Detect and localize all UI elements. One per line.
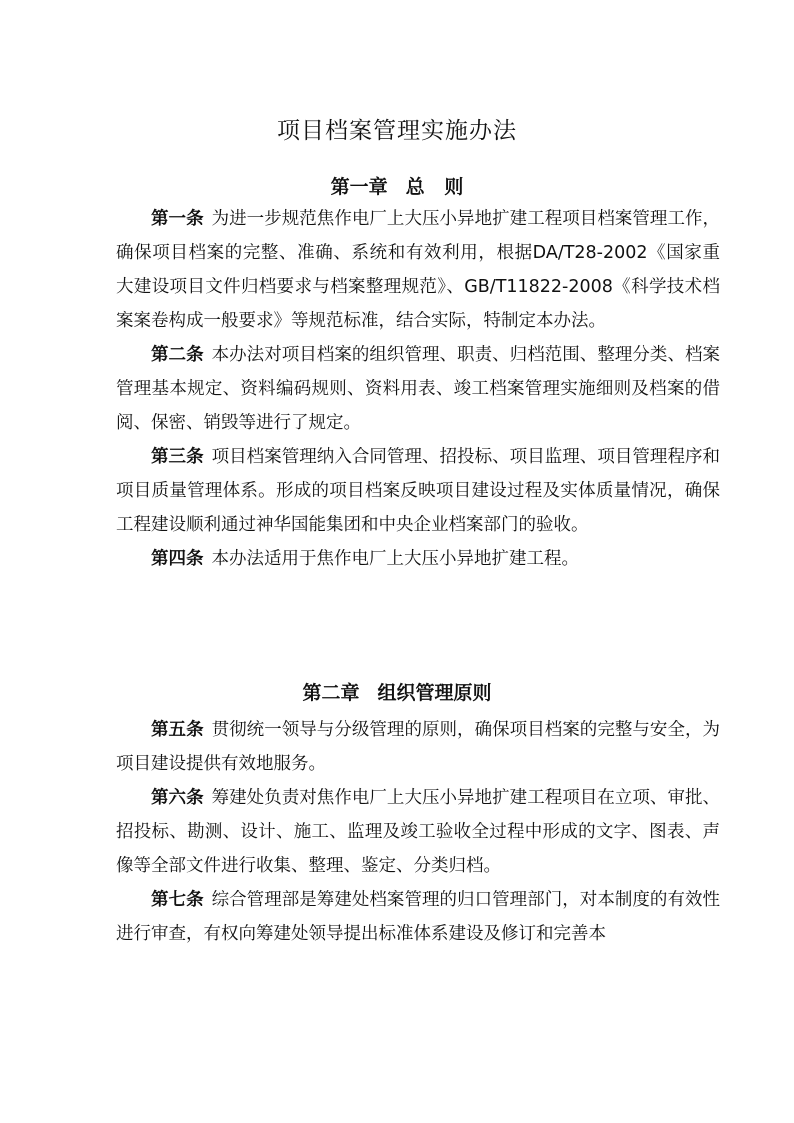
article-text: 项目档案管理纳入合同管理、招投标、项目监理、项目管理程序和项目质量管理体系。形成的项目档案反映项目建设过程及实体质量情况，确保工程建设顺利通过神华国能集团和中央企业档案部门的验收。 xyxy=(116,447,721,535)
chapter-name: 组织管理原则 xyxy=(377,682,492,704)
article-3 xyxy=(116,440,720,542)
article-1 xyxy=(116,202,720,338)
article-label: 第七条 xyxy=(151,890,204,910)
chapter-body-2 xyxy=(116,713,720,951)
article-text: 本办法适用于焦作电厂上大压小异地扩建工程。 xyxy=(211,549,579,569)
article-2 xyxy=(116,338,720,440)
article-text: 本办法对项目档案的组织管理、职责、归档范围、整理分类、档案管理基本规定、资料编码规则、资料用表、竣工档案管理实施细则及档案的借阅、保密、销毁等进行了规定。 xyxy=(116,345,721,433)
article-6 xyxy=(116,781,720,883)
document-title: 项目档案管理实施办法 xyxy=(277,118,517,144)
chapter-number: 第二章 xyxy=(302,682,360,704)
article-label: 第一条 xyxy=(151,209,204,229)
chapter-name: 总 则 xyxy=(405,176,464,198)
chapter-heading-2 xyxy=(0,678,794,705)
article-7 xyxy=(116,883,720,951)
article-5 xyxy=(116,713,720,781)
article-4 xyxy=(116,542,720,576)
chapter-number: 第一章 xyxy=(330,176,388,198)
article-text: 综合管理部是筹建处档案管理的归口管理部门，对本制度的有效性进行审查，有权向筹建处领导提出标准体系建设及修订和完善本 xyxy=(116,890,721,944)
article-text: 为进一步规范焦作电厂上大压小异地扩建工程项目档案管理工作，确保项目档案的完整、准确、系统和有效利用，根据DA/T28-2002《国家重大建设项目文件归档要求与档案整理规范》、GB/T11822-2008《科学技术档案案卷构成一般要求》等规范标准，结合实际，特制定本办法。 xyxy=(116,209,721,331)
article-text: 筹建处负责对焦作电厂上大压小异地扩建工程项目在立项、审批、招投标、勘测、设计、施工、监理及竣工验收全过程中形成的文字、图表、声像等全部文件进行收集、整理、鉴定、分类归档。 xyxy=(116,788,721,876)
article-label: 第五条 xyxy=(151,720,204,740)
article-text: 贯彻统一领导与分级管理的原则，确保项目档案的完整与安全，为项目建设提供有效地服务。 xyxy=(116,720,721,774)
article-label: 第二条 xyxy=(151,345,204,365)
chapter-body-1 xyxy=(116,202,720,576)
article-label: 第四条 xyxy=(151,549,204,569)
article-label: 第六条 xyxy=(151,788,204,808)
article-label: 第三条 xyxy=(151,447,204,467)
chapter-heading-1 xyxy=(0,172,794,199)
